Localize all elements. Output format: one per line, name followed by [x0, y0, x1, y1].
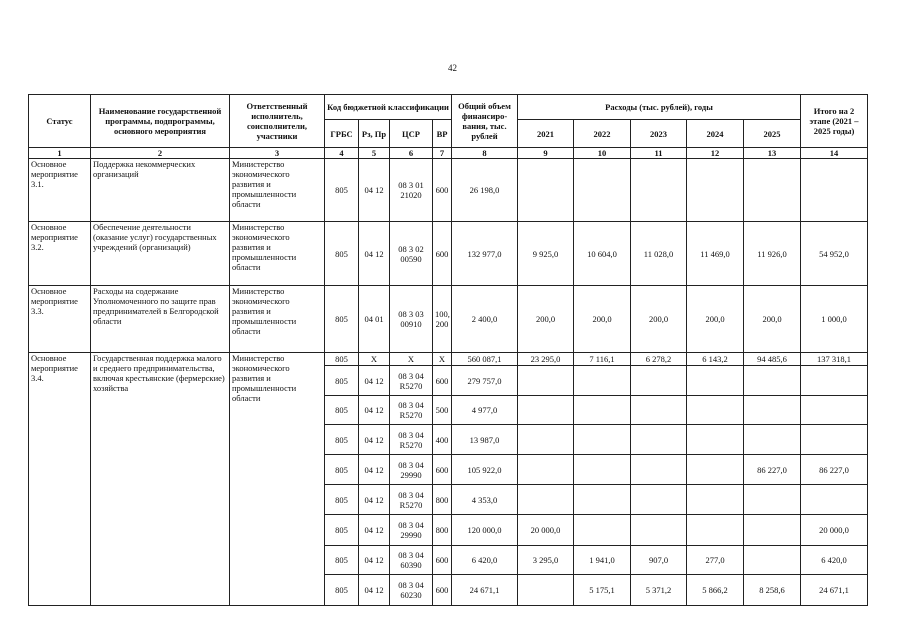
header-year-2022: 2022 — [574, 120, 631, 148]
rz-pr-cell: 04 12 — [359, 222, 390, 286]
year-2025-cell — [744, 425, 801, 455]
year-2022-cell: 10 604,0 — [574, 222, 631, 286]
year-2025-cell — [744, 546, 801, 575]
year-2023-cell — [631, 396, 687, 425]
total-cell: 6 420,0 — [452, 546, 518, 575]
year-2023-cell — [631, 425, 687, 455]
year-2025-cell: 11 926,0 — [744, 222, 801, 286]
year-2024-cell — [687, 455, 744, 485]
stage-total-cell — [801, 159, 868, 222]
budget-table — [28, 94, 868, 606]
header-budget-code: Код бюджетной классификации — [325, 95, 452, 120]
col-number: 4 — [325, 148, 359, 159]
rz-pr-cell: 04 12 — [359, 396, 390, 425]
col-number: 13 — [744, 148, 801, 159]
year-2024-cell — [687, 366, 744, 396]
csr-cell: 08 3 04 29990 — [390, 515, 433, 546]
table-row — [29, 159, 868, 222]
year-2021-cell — [518, 575, 574, 606]
vr-cell: 600 — [433, 546, 452, 575]
vr-cell: X — [433, 353, 452, 366]
name-cell: Государственная поддержка малого и среднего предпринимательства, включая крестьянские (фермерские) хозяйства — [91, 353, 230, 606]
grbs-cell: 805 — [325, 396, 359, 425]
grbs-cell: 805 — [325, 425, 359, 455]
rz-pr-cell: 04 12 — [359, 515, 390, 546]
year-2024-cell: 200,0 — [687, 286, 744, 353]
year-2024-cell — [687, 485, 744, 515]
year-2022-cell: 1 941,0 — [574, 546, 631, 575]
responsible-cell: Министерство экономического развития и промышленности области — [230, 286, 325, 353]
year-2025-cell — [744, 485, 801, 515]
vr-cell: 600 — [433, 159, 452, 222]
grbs-cell: 805 — [325, 366, 359, 396]
csr-cell: 08 3 01 21020 — [390, 159, 433, 222]
responsible-cell: Министерство экономического развития и промышленности области — [230, 159, 325, 222]
year-2022-cell — [574, 425, 631, 455]
col-number: 1 — [29, 148, 91, 159]
csr-cell: 08 3 04 R5270 — [390, 485, 433, 515]
name-cell: Обеспечение деятельности (оказание услуг) государственных учреждений (организаций) — [91, 222, 230, 286]
csr-cell: 08 3 02 00590 — [390, 222, 433, 286]
year-2022-cell: 5 175,1 — [574, 575, 631, 606]
rz-pr-cell: 04 12 — [359, 546, 390, 575]
responsible-cell: Министерство экономического развития и промышленности области — [230, 222, 325, 286]
stage-total-cell — [801, 396, 868, 425]
rz-pr-cell: 04 01 — [359, 286, 390, 353]
vr-cell: 800 — [433, 515, 452, 546]
rz-pr-cell: 04 12 — [359, 159, 390, 222]
status-cell: Основное мероприятие 3.1. — [29, 159, 91, 222]
year-2023-cell — [631, 515, 687, 546]
year-2023-cell: 5 371,2 — [631, 575, 687, 606]
header-expenses: Расходы (тыс. рублей), годы — [518, 95, 801, 120]
grbs-cell: 805 — [325, 353, 359, 366]
year-2024-cell: 277,0 — [687, 546, 744, 575]
year-2021-cell: 9 925,0 — [518, 222, 574, 286]
vr-cell: 600 — [433, 366, 452, 396]
year-2023-cell — [631, 159, 687, 222]
status-cell: Основное мероприятие 3.2. — [29, 222, 91, 286]
stage-total-cell — [801, 425, 868, 455]
year-2023-cell: 200,0 — [631, 286, 687, 353]
year-2021-cell — [518, 159, 574, 222]
year-2024-cell — [687, 515, 744, 546]
year-2025-cell — [744, 366, 801, 396]
year-2023-cell: 11 028,0 — [631, 222, 687, 286]
page-number: 42 — [448, 63, 457, 73]
col-number: 9 — [518, 148, 574, 159]
grbs-cell: 805 — [325, 222, 359, 286]
grbs-cell: 805 — [325, 159, 359, 222]
total-cell: 279 757,0 — [452, 366, 518, 396]
year-2021-cell: 200,0 — [518, 286, 574, 353]
year-2023-cell: 6 278,2 — [631, 353, 687, 366]
stage-total-cell: 137 318,1 — [801, 353, 868, 366]
table-row — [29, 222, 868, 286]
stage-total-cell: 24 671,1 — [801, 575, 868, 606]
csr-cell: 08 3 04 R5270 — [390, 366, 433, 396]
header-year-2023: 2023 — [631, 120, 687, 148]
total-cell: 4 977,0 — [452, 396, 518, 425]
stage-total-cell: 1 000,0 — [801, 286, 868, 353]
year-2025-cell — [744, 515, 801, 546]
header-csr: ЦСР — [390, 120, 433, 148]
col-number: 11 — [631, 148, 687, 159]
year-2023-cell — [631, 485, 687, 515]
header-year-2021: 2021 — [518, 120, 574, 148]
csr-cell: 08 3 04 R5270 — [390, 425, 433, 455]
header-rz-pr: Рз, Пр — [359, 120, 390, 148]
year-2022-cell — [574, 455, 631, 485]
year-2022-cell — [574, 515, 631, 546]
year-2025-cell: 200,0 — [744, 286, 801, 353]
total-cell: 4 353,0 — [452, 485, 518, 515]
table-row — [29, 286, 868, 353]
year-2025-cell: 94 485,6 — [744, 353, 801, 366]
vr-cell: 800 — [433, 485, 452, 515]
stage-total-cell: 6 420,0 — [801, 546, 868, 575]
col-number: 2 — [91, 148, 230, 159]
csr-cell: 08 3 03 00910 — [390, 286, 433, 353]
vr-cell: 400 — [433, 425, 452, 455]
csr-cell: X — [390, 353, 433, 366]
responsible-cell: Министерство экономического развития и промышленности области — [230, 353, 325, 606]
year-2021-cell — [518, 366, 574, 396]
year-2024-cell: 6 143,2 — [687, 353, 744, 366]
total-cell: 13 987,0 — [452, 425, 518, 455]
rz-pr-cell: 04 12 — [359, 485, 390, 515]
year-2024-cell: 11 469,0 — [687, 222, 744, 286]
header-stage-total: Итого на 2 этапе (2021 – 2025 годы) — [801, 95, 868, 148]
year-2022-cell: 200,0 — [574, 286, 631, 353]
csr-cell: 08 3 04 R5270 — [390, 396, 433, 425]
rz-pr-cell: 04 12 — [359, 455, 390, 485]
csr-cell: 08 3 04 60390 — [390, 546, 433, 575]
total-cell: 132 977,0 — [452, 222, 518, 286]
rz-pr-cell: 04 12 — [359, 575, 390, 606]
year-2024-cell — [687, 159, 744, 222]
vr-cell: 600 — [433, 575, 452, 606]
grbs-cell: 805 — [325, 485, 359, 515]
total-cell: 2 400,0 — [452, 286, 518, 353]
col-number: 3 — [230, 148, 325, 159]
csr-cell: 08 3 04 60230 — [390, 575, 433, 606]
year-2021-cell: 20 000,0 — [518, 515, 574, 546]
year-2021-cell — [518, 396, 574, 425]
stage-total-cell: 86 227,0 — [801, 455, 868, 485]
col-number: 10 — [574, 148, 631, 159]
rz-pr-cell: X — [359, 353, 390, 366]
col-number: 14 — [801, 148, 868, 159]
year-2021-cell: 3 295,0 — [518, 546, 574, 575]
total-cell: 24 671,1 — [452, 575, 518, 606]
year-2024-cell: 5 866,2 — [687, 575, 744, 606]
year-2022-cell — [574, 366, 631, 396]
rz-pr-cell: 04 12 — [359, 425, 390, 455]
grbs-cell: 805 — [325, 515, 359, 546]
year-2024-cell — [687, 425, 744, 455]
header-status: Статус — [29, 95, 91, 148]
year-2025-cell: 86 227,0 — [744, 455, 801, 485]
year-2023-cell — [631, 455, 687, 485]
total-cell: 120 000,0 — [452, 515, 518, 546]
total-cell: 560 087,1 — [452, 353, 518, 366]
year-2025-cell — [744, 396, 801, 425]
year-2022-cell — [574, 396, 631, 425]
header-vr: ВР — [433, 120, 452, 148]
total-cell: 26 198,0 — [452, 159, 518, 222]
col-number: 12 — [687, 148, 744, 159]
header-responsible: Ответственный исполнитель, соисполнители, участники — [230, 95, 325, 148]
vr-cell: 500 — [433, 396, 452, 425]
col-number: 7 — [433, 148, 452, 159]
year-2022-cell — [574, 485, 631, 515]
name-cell: Расходы на содержание Уполномоченного по защите прав предпринимателей в Белгородской области — [91, 286, 230, 353]
header-year-2025: 2025 — [744, 120, 801, 148]
grbs-cell: 805 — [325, 575, 359, 606]
header-total-financing: Общий объем финансиро-вания, тыс. рублей — [452, 95, 518, 148]
vr-cell: 100, 200 — [433, 286, 452, 353]
column-numbers-row — [29, 148, 868, 159]
table-row — [29, 353, 868, 366]
stage-total-cell — [801, 366, 868, 396]
col-number: 6 — [390, 148, 433, 159]
grbs-cell: 805 — [325, 286, 359, 353]
stage-total-cell: 20 000,0 — [801, 515, 868, 546]
stage-total-cell — [801, 485, 868, 515]
year-2022-cell: 7 116,1 — [574, 353, 631, 366]
year-2021-cell — [518, 455, 574, 485]
header-grbs: ГРБС — [325, 120, 359, 148]
year-2025-cell: 8 258,6 — [744, 575, 801, 606]
name-cell: Поддержка некоммерческих организаций — [91, 159, 230, 222]
total-cell: 105 922,0 — [452, 455, 518, 485]
status-cell: Основное мероприятие 3.4. — [29, 353, 91, 606]
year-2023-cell — [631, 366, 687, 396]
year-2023-cell: 907,0 — [631, 546, 687, 575]
stage-total-cell: 54 952,0 — [801, 222, 868, 286]
status-cell: Основное мероприятие 3.3. — [29, 286, 91, 353]
col-number: 5 — [359, 148, 390, 159]
year-2025-cell — [744, 159, 801, 222]
header-name: Наименование государственной программы, подпрограммы, основного мероприятия — [91, 95, 230, 148]
csr-cell: 08 3 04 29990 — [390, 455, 433, 485]
grbs-cell: 805 — [325, 455, 359, 485]
rz-pr-cell: 04 12 — [359, 366, 390, 396]
year-2021-cell — [518, 485, 574, 515]
year-2024-cell — [687, 396, 744, 425]
grbs-cell: 805 — [325, 546, 359, 575]
year-2021-cell: 23 295,0 — [518, 353, 574, 366]
col-number: 8 — [452, 148, 518, 159]
header-year-2024: 2024 — [687, 120, 744, 148]
vr-cell: 600 — [433, 222, 452, 286]
year-2021-cell — [518, 425, 574, 455]
vr-cell: 600 — [433, 455, 452, 485]
year-2022-cell — [574, 159, 631, 222]
